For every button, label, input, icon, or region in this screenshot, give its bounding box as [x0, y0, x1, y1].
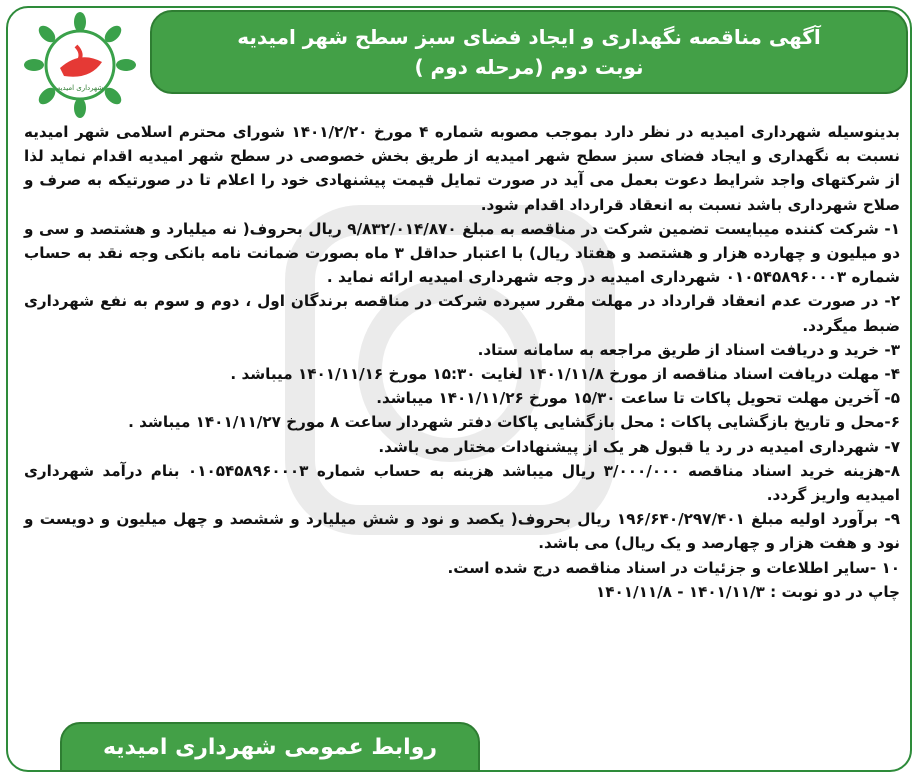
municipality-logo-icon — [20, 10, 140, 120]
print-dates: چاپ در دو نوبت : ۱۴۰۱/۱۱/۳ - ۱۴۰۱/۱۱/۸ — [595, 582, 900, 601]
announcement-body — [24, 120, 900, 604]
footer-banner: روابط عمومی شهرداری امیدیه — [60, 722, 480, 772]
list-item: ۸-هزینه خرید اسناد مناقصه ۳/۰۰۰/۰۰۰ ریال میباشد هزینه به حساب شماره ۰۱۰۵۴۵۸۹۶۰۰۰۳ بنام درآمد شهرداری امیدیه واریز گردد. — [24, 461, 901, 505]
list-item: ۲- در صورت عدم انعقاد قرارداد در مهلت مقرر سپرده شرکت در مناقصه برندگان اول ، دوم و سوم به نفع شهرداری ضبط میگردد. — [24, 292, 900, 335]
list-item: ۳- خرید و دریافت اسناد از طریق مراجعه به سامانه ستاد. — [477, 340, 900, 359]
list-item: ۷- شهرداری امیدیه در رد یا قبول هر یک از پیشنهادات مختار می باشد. — [378, 437, 900, 456]
list-item: ۶-محل و تاریخ بازگشایی پاکات : محل بازگشایی پاکات دفتر شهردار ساعت ۸ مورخ ۱۴۰۱/۱۱/۲۷ میباشد . — [128, 413, 900, 432]
list-item: ۹- برآورد اولیه مبلغ ۱۹۶/۶۴۰/۲۹۷/۴۰۱ ریال بحروف( یکصد و نود و شش میلیارد و ششصد و چهل میلیون و دویست و نود و هفت هزار و چهارصد و یک ریال) می باشد. — [24, 510, 900, 553]
list-item: ۴- مهلت دریافت اسناد مناقصه از مورخ ۱۴۰۱/۱۱/۸ لغایت ۱۵:۳۰ مورخ ۱۴۰۱/۱۱/۱۶ میباشد . — [230, 365, 900, 384]
list-item: ۵- آخرین مهلت تحویل پاکات تا ساعت ۱۵/۳۰ مورخ ۱۴۰۱/۱۱/۲۶ میباشد. — [376, 389, 900, 408]
logo-caption: شهرداری امیدیه — [56, 84, 104, 92]
header-banner — [150, 10, 908, 94]
list-item: ۱۰ -سایر اطلاعات و جزئیات در اسناد مناقصه درج شده است. — [447, 558, 900, 577]
page-subtitle: ( مرحله دوم) نوبت دوم — [414, 55, 644, 79]
intro-paragraph: بدینوسیله شهرداری امیدیه در نظر دارد بموجب مصوبه شماره ۴ مورخ ۱۴۰۱/۲/۲۰ شورای محترم اسلامی شهر امیدیه نسبت به نگهداری و ایجاد فضای سبز سطح شهر امیدیه از طریق بخش خصوصی در سطح شهر امیدیه اقدام نماید لذا از شرکتهای واجد شرایط دعوت بعمل می آید در صورت تمایل قیمت پیشنهادی خود را اعلام تا در صورتیکه به صرف و صلاح شهرداری باشد نسبت به انعقاد قرارداد اقدام شود. — [24, 123, 900, 214]
page-title: آگهی مناقصه نگهداری و ایجاد فضای سبز سطح شهر امیدیه — [237, 25, 821, 49]
list-item: ۱- شرکت کننده میبایست تضمین شرکت در مناقصه به مبلغ ۹/۸۳۲/۰۱۴/۸۷۰ ریال بحروف( نه میلیارد و هشتصد و سی و دو میلیون و چهارده هزار و هشتصد و هفتاد ریال) با اعتبار حداقل ۳ ماه بصورت ضمانت نامه بانکی وجه نقد به حساب شماره ۰۱۰۵۴۵۸۹۶۰۰۰۳ شهرداری امیدیه در وجه شهرداری امیدیه ارائه نماید . — [24, 219, 901, 287]
